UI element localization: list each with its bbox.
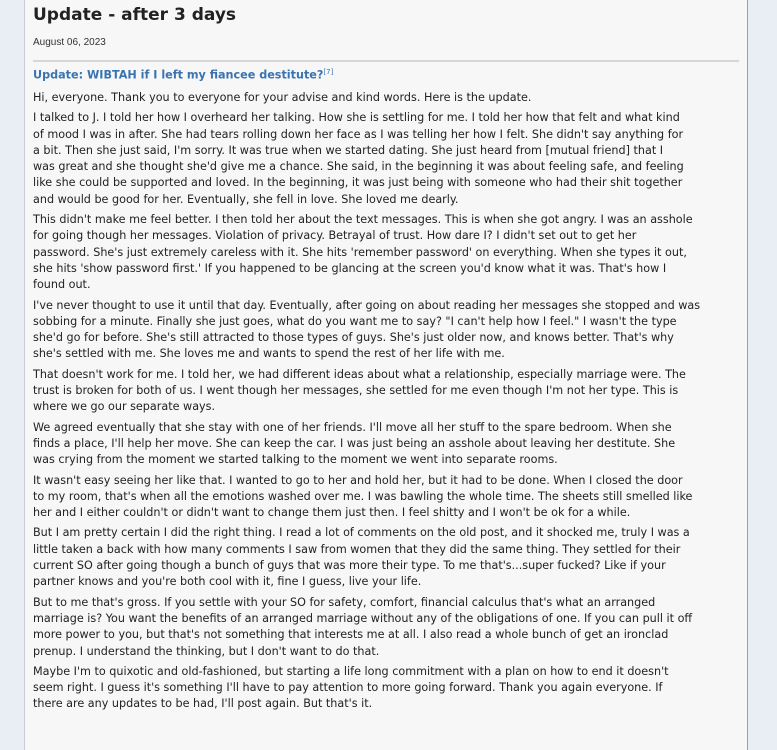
paragraph-line: This didn't make me feel better. I then told her about the text messages. This is when she got angry. I was an asshole [33, 213, 693, 227]
paragraph-line: she hits 'show password first.' If you happened to be glancing at the screen you'd know what it was. That's how I [33, 261, 667, 275]
paragraph-line: little taken a back with how many comments I saw from women that they did the same thing. They settled for their [33, 542, 681, 556]
post-paragraph [33, 212, 745, 293]
paragraph-line: trust is broken for both of us. I went though her messages, she settled for me even though I'm not her type. This is [33, 384, 679, 398]
post-paragraph [33, 473, 745, 522]
original-post-link-text[interactable]: Update: WIBTAH if I left my fiancee destitute? [33, 68, 324, 82]
paragraph-line: was crying from the moment we started talking to the moment we went into separate rooms. [33, 453, 558, 467]
paragraph-line: partner knows and you're both cool with it, fine I guess, live your life. [33, 575, 422, 589]
paragraph-line: I've never thought to use it until that day. Eventually, after going on about reading her messages she stopped and was [33, 298, 701, 312]
paragraph-line: found out. [33, 278, 91, 292]
paragraph-line: Maybe I'm to quixotic and old-fashioned, but starting a life long commitment with a plan on how to end it doesn't [33, 664, 669, 678]
post-date: August 06, 2023 [33, 37, 106, 48]
paragraph-line: password. She's just extremely careless with it. She hits 'remember password' on everything. When she types it out, [33, 245, 687, 259]
post-title: Update - after 3 days [33, 5, 237, 25]
post-paragraph [33, 664, 745, 713]
paragraph-line: for going though her messages. Violation of privacy. Betrayal of trust. How dare I? I didn't set out to get her [33, 229, 637, 243]
paragraph-line: her and I either couldn't or didn't want to change them just then. I feel shitty and I won't be ok for a while. [33, 506, 631, 520]
original-post-link[interactable] [33, 68, 333, 82]
post-body [33, 90, 745, 717]
post-paragraph [33, 595, 745, 660]
post-paragraph [33, 525, 745, 590]
paragraph-line: of mood I was in after. She had tears rolling down her face as I was telling her how I felt. She didn't say anything for [33, 127, 684, 141]
paragraph-line: she'd go for before. She's still attracted to those types of guys. She's just older now, and knows better. That's why [33, 331, 674, 345]
paragraph-line: seem right. I guess it's something I'll have to pay attention to more going forward. Thank you again everyone. If [33, 681, 663, 695]
paragraph-line: to my room, that's when all the emotions washed over me. I was bawling the whole time. The sheets still smelled like [33, 489, 693, 503]
paragraph-line: there are any updates to be had, I'll post again. But that's it. [33, 697, 373, 711]
paragraph-line: finds a place, I'll help her move. She can keep the car. I was just being an asshole about leaving her destitute. She [33, 436, 676, 450]
paragraph-line: But I am pretty certain I did the right thing. I read a lot of comments on the old post, and it shocked me, truly I was a [33, 526, 690, 540]
post-paragraph [33, 110, 745, 208]
post-paragraph [33, 90, 745, 106]
paragraph-line: a bit. Then she just said, I'm sorry. It was true when we started dating. She just heard from [mutual friend] that I [33, 143, 664, 157]
paragraph-line: We agreed eventually that she stay with one of her friends. I'll move all her stuff to the spare bedroom. When she [33, 420, 672, 434]
post-paragraph [33, 420, 745, 469]
paragraph-line: sobbing for a minute. Finally she just goes, what do you want me to say? "I can't help how I feel." I wasn't the type [33, 314, 677, 328]
paragraph-line: That doesn't work for me. I told her, we had different ideas about what a relationship, especially marriage were. The [33, 367, 686, 381]
post-paragraph [33, 298, 745, 363]
paragraph-line: more power to you, but that's not something that interests me at all. I also read a whole bunch of get an ironclad [33, 628, 669, 642]
paragraph-line: was great and she thought she'd give me a chance. She said, in the beginning it was about feeling safe, and feeling [33, 160, 684, 174]
paragraph-line: Hi, everyone. Thank you to everyone for your advise and kind words. Here is the update. [33, 91, 532, 104]
reference-marker[interactable]: [7] [323, 68, 334, 76]
paragraph-line: like she could be supported and loved. In the beginning, it was just being with someone who had their shit together [33, 176, 683, 190]
divider [33, 60, 739, 62]
paragraph-line: prenup. I understand the thinking, but I don't want to do that. [33, 644, 380, 658]
post-paragraph [33, 367, 745, 416]
paragraph-line: where we go our separate ways. [33, 400, 216, 414]
paragraph-line: I talked to J. I told her how I overheard her talking. How she is settling for me. I told her how that felt and what kind [33, 111, 680, 125]
paragraph-line: But to me that's gross. If you settle with your SO for safety, comfort, financial calculus that's what an arranged [33, 595, 656, 609]
post-card [24, 0, 748, 750]
paragraph-line: marriage is? You want the benefits of an arranged marriage without any of the obligations of one. If you can pull it off [33, 611, 693, 625]
paragraph-line: It wasn't easy seeing her like that. I wanted to go to her and hold her, but it had to be done. When I closed the door [33, 473, 683, 487]
paragraph-line: current SO after going though a bunch of guys that was more their type. To me that's...super fucked? Like if your [33, 559, 666, 573]
paragraph-line: and would be good for her. Eventually, she fell in love. She loved me dearly. [33, 192, 459, 206]
paragraph-line: she's settled with me. She loves me and wants to spend the rest of her life with me. [33, 347, 505, 361]
